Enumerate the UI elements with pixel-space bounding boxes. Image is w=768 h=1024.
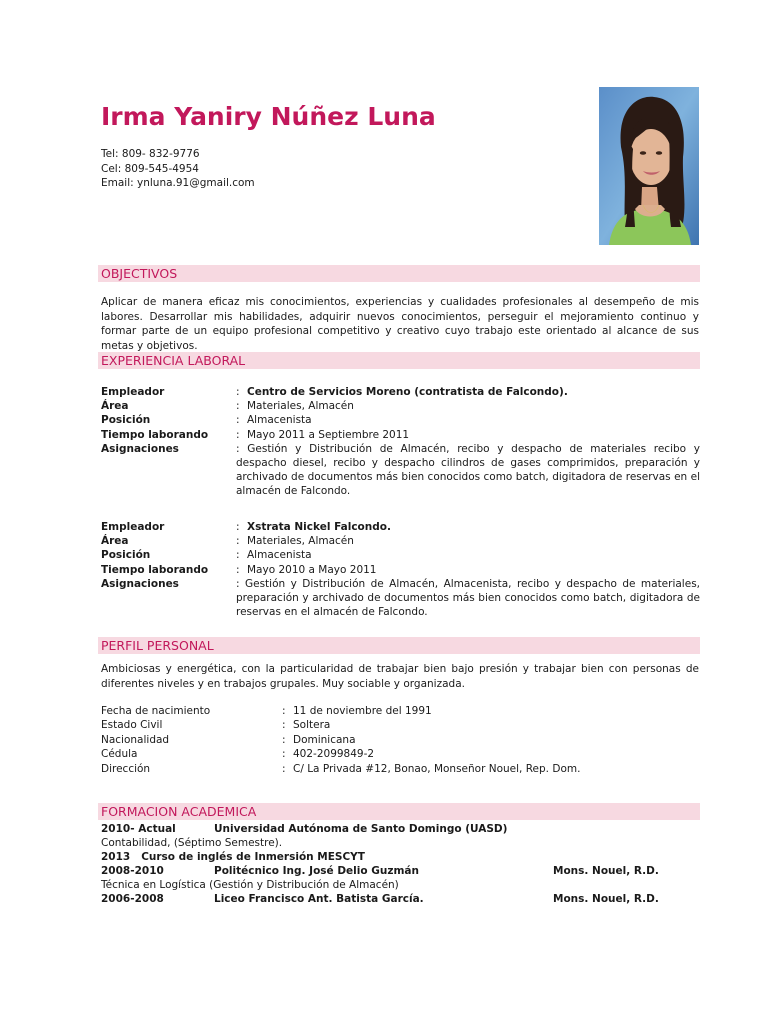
separator: : bbox=[282, 748, 286, 761]
edu-year: 2010- Actual bbox=[101, 823, 176, 835]
profile-photo bbox=[599, 87, 699, 245]
job-time-row bbox=[101, 428, 700, 442]
edu-note: Técnica en Logística (Gestión y Distribución de Almacén) bbox=[101, 879, 399, 891]
employer-value: Xstrata Nickel Falcondo. bbox=[247, 521, 391, 533]
edu-location: Mons. Nouel, R.D. bbox=[553, 893, 659, 905]
education-row bbox=[101, 864, 701, 878]
email: Email: ynluna.91@gmail.com bbox=[101, 177, 255, 189]
education-list bbox=[101, 822, 701, 906]
objectives-text: Aplicar de manera eficaz mis conocimientos, experiencias y cualidades profesionales al desempeño de mis labores. Desarrollar mis habilidades, adquirir nuevos conocimientos, perseguir el mejoramiento continuo y formar parte de un equipo profesional competitivo y creativo cuyo trabajo este orientado al alcance de sus metas y objetivos. bbox=[101, 296, 699, 352]
label: Tiempo laborando bbox=[101, 428, 209, 441]
section-profile bbox=[98, 637, 700, 654]
section-title: OBJECTIVOS bbox=[101, 266, 178, 281]
edu-line: 2013 Curso de inglés de Inmersión MESCYT bbox=[101, 851, 365, 863]
separator: : bbox=[236, 535, 240, 548]
section-title: EXPERIENCIA LABORAL bbox=[101, 353, 246, 368]
label: Estado Civil bbox=[101, 719, 163, 732]
value: Dominicana bbox=[293, 733, 356, 746]
section-education bbox=[98, 803, 700, 820]
contact-block bbox=[101, 147, 255, 191]
label: Fecha de nacimiento bbox=[101, 705, 211, 717]
label: Empleador bbox=[101, 521, 165, 533]
edu-institution: Politécnico Ing. José Delio Guzmán bbox=[214, 865, 419, 877]
edu-year: 2006-2008 bbox=[101, 893, 164, 905]
job-area-row bbox=[101, 399, 700, 413]
job-area-row bbox=[101, 534, 700, 548]
education-row bbox=[101, 822, 701, 836]
position-value: Almacenista bbox=[247, 549, 312, 562]
personal-row bbox=[101, 718, 580, 732]
separator: : bbox=[282, 733, 286, 746]
label: Empleador bbox=[101, 386, 165, 398]
separator: : bbox=[236, 563, 240, 576]
separator: : bbox=[236, 386, 240, 398]
value: Soltera bbox=[293, 719, 331, 732]
job-entry bbox=[101, 520, 700, 619]
job-position-row bbox=[101, 413, 700, 427]
label: Tiempo laborando bbox=[101, 563, 209, 576]
value: 11 de noviembre del 1991 bbox=[293, 705, 432, 717]
separator: : bbox=[282, 705, 286, 717]
area-value: Materiales, Almacén bbox=[247, 535, 354, 548]
label: Dirección bbox=[101, 762, 151, 775]
candidate-name: Irma Yaniry Núñez Luna bbox=[101, 102, 436, 131]
separator: : bbox=[236, 549, 240, 562]
edu-location: Mons. Nouel, R.D. bbox=[553, 865, 659, 877]
position-value: Almacenista bbox=[247, 414, 312, 427]
duties-value: : Gestión y Distribución de Almacén, Almacenista, recibo y despacho de materiales, preparación y archivado de documentos más bien conocidos como batch, digitadora de reservas en el almacén de Falcondo. bbox=[236, 577, 700, 619]
education-row bbox=[101, 892, 701, 906]
phone-cel: Cel: 809-545-4954 bbox=[101, 162, 199, 175]
personal-row bbox=[101, 733, 580, 747]
separator: : bbox=[236, 400, 240, 413]
edu-note: Contabilidad, (Séptimo Semestre). bbox=[101, 837, 283, 849]
job-time-row bbox=[101, 563, 700, 577]
employer-value: Centro de Servicios Moreno (contratista de Falcondo). bbox=[247, 386, 568, 398]
separator: : bbox=[236, 428, 240, 441]
personal-row bbox=[101, 747, 580, 761]
label: Cédula bbox=[101, 748, 138, 761]
edu-institution: Liceo Francisco Ant. Batista García. bbox=[214, 893, 424, 905]
job-entry bbox=[101, 385, 700, 499]
time-value: Mayo 2011 a Septiembre 2011 bbox=[247, 428, 410, 441]
duties-value: : Gestión y Distribución de Almacén, recibo y despacho de materiales recibo y despacho diesel, recibo y despacho cilindros de gases comprimidos, preparación y archivado de documentos más bien conocidos como batch, digitadora de reservas en el almacén de Falcondo. bbox=[236, 442, 700, 498]
personal-row bbox=[101, 704, 580, 718]
separator: : bbox=[236, 521, 240, 533]
label: Asignaciones bbox=[101, 577, 179, 590]
job-position-row bbox=[101, 548, 700, 562]
edu-institution: Universidad Autónoma de Santo Domingo (UASD) bbox=[214, 823, 508, 835]
separator: : bbox=[282, 719, 286, 732]
phone-tel: Tel: 809- 832-9776 bbox=[101, 148, 200, 160]
personal-info bbox=[101, 704, 580, 776]
section-title: PERFIL PERSONAL bbox=[101, 638, 214, 653]
profile-text: Ambiciosas y energética, con la particularidad de trabajar bien bajo presión y trabajar bien con personas de diferentes niveles y en trabajos grupales. Muy sociable y organizada. bbox=[101, 663, 699, 690]
value: C/ La Privada #12, Bonao, Monseñor Nouel, Rep. Dom. bbox=[293, 762, 581, 775]
label: Nacionalidad bbox=[101, 733, 170, 746]
separator: : bbox=[236, 414, 240, 427]
personal-row bbox=[101, 762, 580, 776]
label: Posición bbox=[101, 549, 151, 562]
section-title: FORMACION ACADEMICA bbox=[101, 804, 257, 819]
section-objectives bbox=[98, 265, 700, 282]
time-value: Mayo 2010 a Mayo 2011 bbox=[247, 563, 377, 576]
label: Asignaciones bbox=[101, 442, 179, 455]
edu-year: 2008-2010 bbox=[101, 865, 164, 877]
value: 402-2099849-2 bbox=[293, 748, 375, 761]
separator: : bbox=[282, 762, 286, 775]
education-row bbox=[101, 850, 701, 864]
job-employer-row bbox=[101, 520, 700, 534]
label: Área bbox=[101, 535, 129, 548]
job-employer-row bbox=[101, 385, 700, 399]
area-value: Materiales, Almacén bbox=[247, 400, 354, 413]
section-experience bbox=[98, 352, 700, 369]
label: Área bbox=[101, 400, 129, 413]
label: Posición bbox=[101, 414, 151, 427]
